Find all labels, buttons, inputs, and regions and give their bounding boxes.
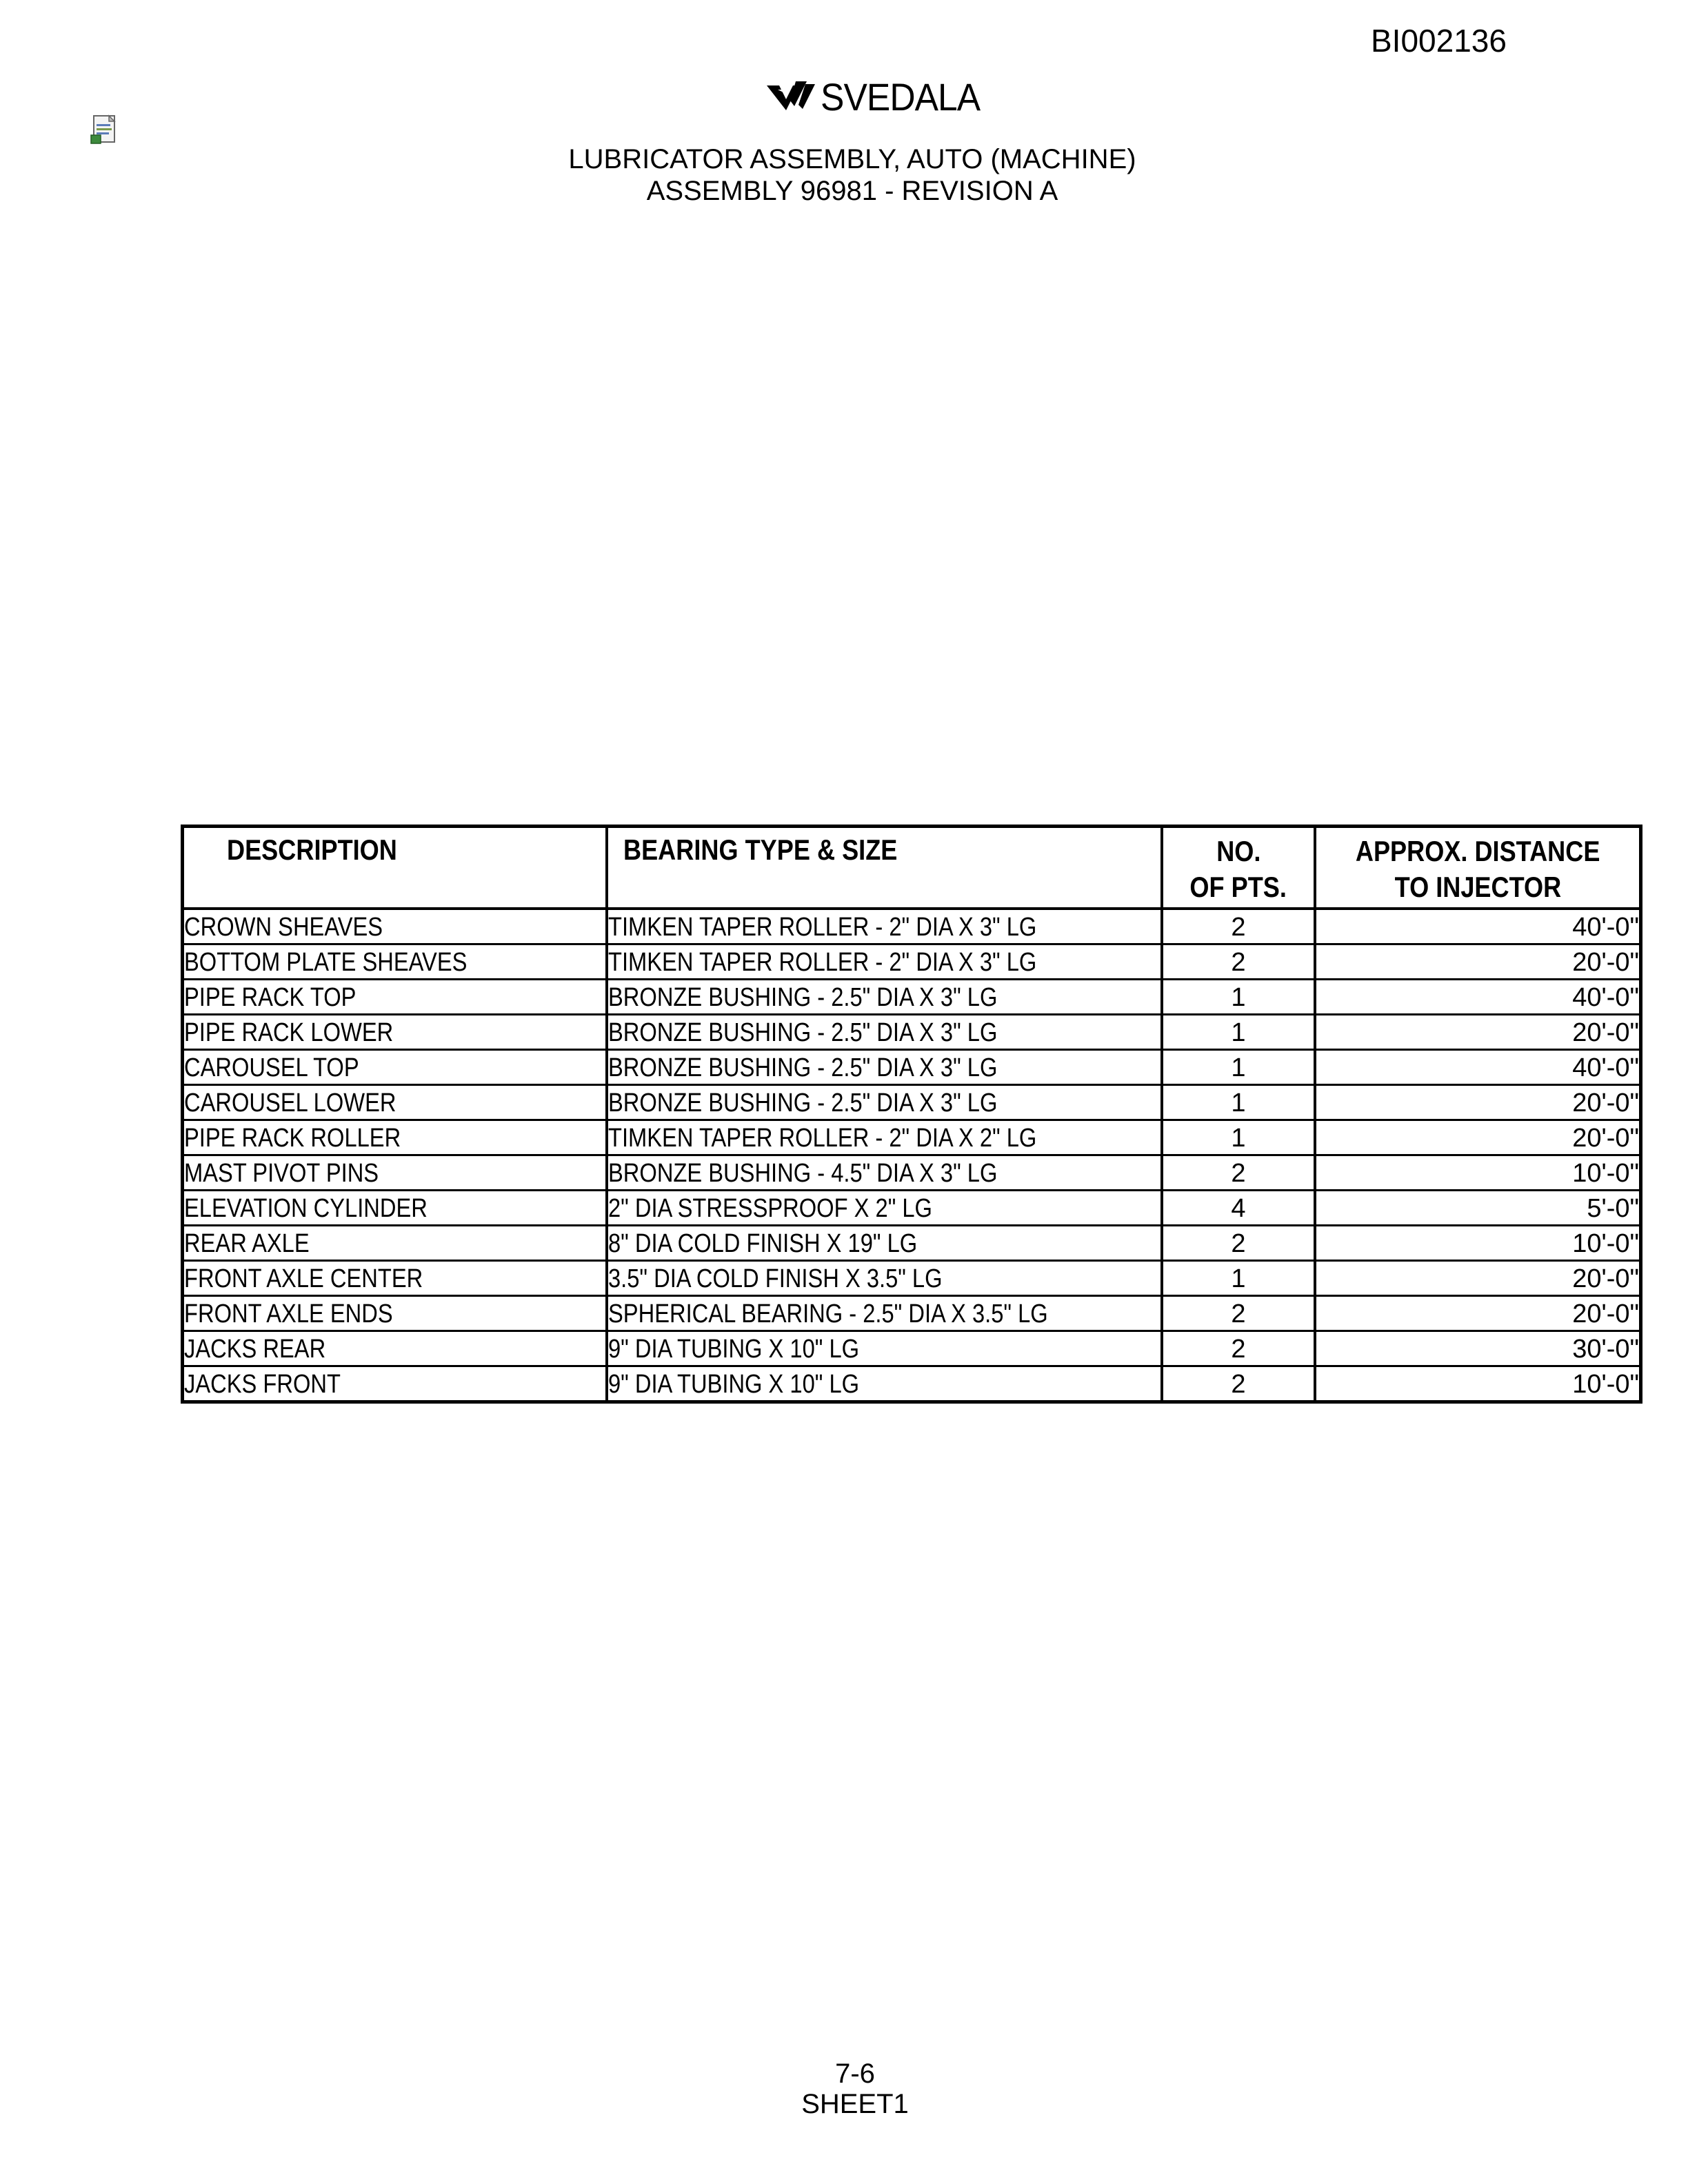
cell-bearing bbox=[607, 944, 1162, 980]
bearing-text: BRONZE BUSHING - 2.5" DIA X 3" LG bbox=[608, 1053, 998, 1082]
cell-no-of-pts: 2 bbox=[1162, 1331, 1315, 1366]
svedala-logo-icon bbox=[764, 79, 818, 114]
table-row bbox=[183, 1366, 1641, 1402]
cell-no-of-pts: 1 bbox=[1162, 1085, 1315, 1120]
cell-distance: 20'-0" bbox=[1315, 1261, 1641, 1296]
table-row bbox=[183, 944, 1641, 980]
page-number: 7-6 bbox=[835, 2059, 875, 2089]
cell-distance: 10'-0" bbox=[1315, 1366, 1641, 1402]
bearing-text: BRONZE BUSHING - 2.5" DIA X 3" LG bbox=[608, 1088, 998, 1118]
header-bearing-type bbox=[607, 827, 1162, 909]
cell-distance: 10'-0" bbox=[1315, 1226, 1641, 1261]
table-row bbox=[183, 1191, 1641, 1226]
header-bearing-label: BEARING TYPE & SIZE bbox=[623, 833, 898, 866]
cell-description bbox=[183, 1120, 607, 1155]
document-subtitle: ASSEMBLY 96981 - REVISION A bbox=[646, 176, 1058, 206]
cell-bearing bbox=[607, 1085, 1162, 1120]
cell-no-of-pts: 2 bbox=[1162, 1296, 1315, 1331]
table-row bbox=[183, 1226, 1641, 1261]
cell-no-of-pts: 2 bbox=[1162, 1366, 1315, 1402]
header-dist-line1: APPROX. DISTANCE bbox=[1355, 835, 1600, 867]
cell-description bbox=[183, 1226, 607, 1261]
cell-description bbox=[183, 1296, 607, 1331]
cell-distance: 20'-0" bbox=[1315, 1085, 1641, 1120]
header-no-line1: NO. bbox=[1216, 835, 1261, 867]
cell-no-of-pts: 1 bbox=[1162, 1015, 1315, 1050]
bearing-text: TIMKEN TAPER ROLLER - 2" DIA X 2" LG bbox=[608, 1123, 1037, 1153]
description-text: REAR AXLE bbox=[184, 1228, 310, 1258]
description-text: PIPE RACK TOP bbox=[184, 982, 356, 1012]
description-text: BOTTOM PLATE SHEAVES bbox=[184, 947, 468, 977]
cell-distance: 40'-0" bbox=[1315, 909, 1641, 944]
cell-description bbox=[183, 1366, 607, 1402]
header-no-line2: OF PTS. bbox=[1189, 871, 1287, 903]
cell-bearing bbox=[607, 1015, 1162, 1050]
cell-distance: 20'-0" bbox=[1315, 1015, 1641, 1050]
bearing-text: BRONZE BUSHING - 4.5" DIA X 3" LG bbox=[608, 1158, 998, 1188]
document-id: BI002136 bbox=[1371, 23, 1507, 59]
bearing-text: SPHERICAL BEARING - 2.5" DIA X 3.5" LG bbox=[608, 1299, 1048, 1328]
header-description-label: DESCRIPTION bbox=[227, 833, 397, 866]
bearing-text: 8" DIA COLD FINISH X 19" LG bbox=[608, 1228, 918, 1258]
logo-wordmark: SVEDALA bbox=[821, 74, 981, 119]
description-text: JACKS REAR bbox=[184, 1334, 326, 1364]
cell-no-of-pts: 4 bbox=[1162, 1191, 1315, 1226]
table-row bbox=[183, 909, 1641, 944]
cell-distance: 30'-0" bbox=[1315, 1331, 1641, 1366]
cell-distance: 40'-0" bbox=[1315, 1050, 1641, 1085]
cell-no-of-pts: 2 bbox=[1162, 909, 1315, 944]
description-text: MAST PIVOT PINS bbox=[184, 1158, 379, 1188]
description-text: CROWN SHEAVES bbox=[184, 912, 383, 942]
bearing-text: TIMKEN TAPER ROLLER - 2" DIA X 3" LG bbox=[608, 912, 1037, 942]
header-distance bbox=[1315, 827, 1641, 909]
cell-description bbox=[183, 1331, 607, 1366]
cell-no-of-pts: 1 bbox=[1162, 1120, 1315, 1155]
cell-bearing bbox=[607, 1120, 1162, 1155]
cell-no-of-pts: 2 bbox=[1162, 1155, 1315, 1191]
description-text: PIPE RACK ROLLER bbox=[184, 1123, 401, 1153]
cell-bearing bbox=[607, 980, 1162, 1015]
lubrication-points-table bbox=[181, 825, 1642, 1404]
cell-distance: 20'-0" bbox=[1315, 944, 1641, 980]
cell-bearing bbox=[607, 1331, 1162, 1366]
cell-description bbox=[183, 1085, 607, 1120]
cell-description bbox=[183, 909, 607, 944]
description-text: CAROUSEL LOWER bbox=[184, 1088, 396, 1118]
description-text: JACKS FRONT bbox=[184, 1369, 341, 1399]
table-header-row bbox=[183, 827, 1641, 909]
table-body bbox=[183, 909, 1641, 1402]
cell-no-of-pts: 1 bbox=[1162, 980, 1315, 1015]
bearing-text: 3.5" DIA COLD FINISH X 3.5" LG bbox=[608, 1264, 943, 1293]
cell-description bbox=[183, 944, 607, 980]
cell-no-of-pts: 2 bbox=[1162, 1226, 1315, 1261]
cell-bearing bbox=[607, 1155, 1162, 1191]
document-title: LUBRICATOR ASSEMBLY, AUTO (MACHINE) bbox=[568, 144, 1136, 174]
table-row bbox=[183, 1120, 1641, 1155]
cell-bearing bbox=[607, 1226, 1162, 1261]
cell-distance: 20'-0" bbox=[1315, 1120, 1641, 1155]
cell-description bbox=[183, 1050, 607, 1085]
company-logo bbox=[764, 74, 994, 119]
cell-bearing bbox=[607, 1261, 1162, 1296]
description-text: CAROUSEL TOP bbox=[184, 1053, 359, 1082]
header-description bbox=[183, 827, 607, 909]
table-row bbox=[183, 980, 1641, 1015]
cell-no-of-pts: 1 bbox=[1162, 1050, 1315, 1085]
cell-description bbox=[183, 980, 607, 1015]
cell-description bbox=[183, 1155, 607, 1191]
cell-bearing bbox=[607, 1366, 1162, 1402]
table-row bbox=[183, 1155, 1641, 1191]
description-text: ELEVATION CYLINDER bbox=[184, 1193, 428, 1223]
document-icon[interactable] bbox=[90, 114, 119, 145]
description-text: FRONT AXLE ENDS bbox=[184, 1299, 393, 1328]
cell-description bbox=[183, 1261, 607, 1296]
cell-bearing bbox=[607, 1050, 1162, 1085]
bearing-text: 9" DIA TUBING X 10" LG bbox=[608, 1334, 860, 1364]
table-row bbox=[183, 1015, 1641, 1050]
cell-distance: 5'-0" bbox=[1315, 1191, 1641, 1226]
bearing-text: BRONZE BUSHING - 2.5" DIA X 3" LG bbox=[608, 1018, 998, 1047]
table-row bbox=[183, 1331, 1641, 1366]
cell-bearing bbox=[607, 909, 1162, 944]
lubrication-points-table-wrapper bbox=[181, 825, 1642, 1404]
cell-distance: 20'-0" bbox=[1315, 1296, 1641, 1331]
bearing-text: BRONZE BUSHING - 2.5" DIA X 3" LG bbox=[608, 982, 998, 1012]
table-row bbox=[183, 1050, 1641, 1085]
table-row bbox=[183, 1085, 1641, 1120]
cell-distance: 10'-0" bbox=[1315, 1155, 1641, 1191]
description-text: PIPE RACK LOWER bbox=[184, 1018, 394, 1047]
table-row bbox=[183, 1296, 1641, 1331]
cell-distance: 40'-0" bbox=[1315, 980, 1641, 1015]
cell-bearing bbox=[607, 1296, 1162, 1331]
bearing-text: 9" DIA TUBING X 10" LG bbox=[608, 1369, 860, 1399]
cell-no-of-pts: 1 bbox=[1162, 1261, 1315, 1296]
table-row bbox=[183, 1261, 1641, 1296]
cell-description bbox=[183, 1191, 607, 1226]
bearing-text: 2" DIA STRESSPROOF X 2" LG bbox=[608, 1193, 932, 1223]
cell-no-of-pts: 2 bbox=[1162, 944, 1315, 980]
cell-bearing bbox=[607, 1191, 1162, 1226]
cell-description bbox=[183, 1015, 607, 1050]
sheet-label: SHEET1 bbox=[801, 2089, 909, 2119]
header-no-of-pts bbox=[1162, 827, 1315, 909]
bearing-text: TIMKEN TAPER ROLLER - 2" DIA X 3" LG bbox=[608, 947, 1037, 977]
header-dist-line2: TO INJECTOR bbox=[1394, 871, 1561, 903]
description-text: FRONT AXLE CENTER bbox=[184, 1264, 423, 1293]
